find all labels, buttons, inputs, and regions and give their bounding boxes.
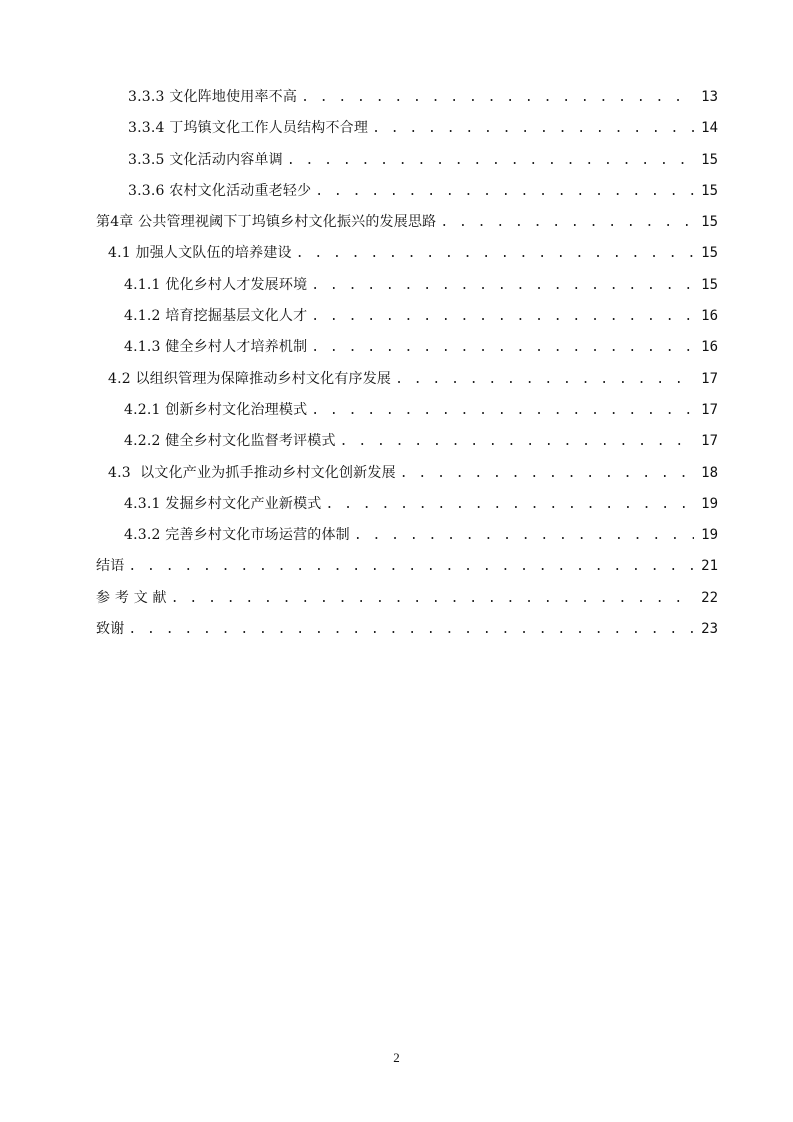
toc-entry-acknowledgements[interactable] <box>96 614 718 645</box>
toc-entry-title: 结语 <box>96 558 125 575</box>
toc-entry-4-1-1[interactable] <box>96 270 718 301</box>
table-of-contents <box>96 82 718 645</box>
dot-leader <box>287 145 694 176</box>
dot-leader <box>128 551 694 582</box>
dot-leader <box>354 520 694 551</box>
toc-entry-title: 4.3.2 完善乡村文化市场运营的体制 <box>124 527 350 544</box>
toc-entry-4-2-1[interactable] <box>96 395 718 426</box>
toc-entry-title: 4.1.1 优化乡村人才发展环境 <box>124 276 308 293</box>
toc-entry-page: 14 <box>701 120 718 137</box>
toc-entry-4-3-2[interactable] <box>96 520 718 551</box>
toc-entry-page: 13 <box>701 89 718 105</box>
toc-entry-4-2[interactable] <box>96 364 718 395</box>
toc-entry-references[interactable] <box>96 583 718 614</box>
dot-leader <box>440 207 694 238</box>
toc-entry-title: 4.1.3 健全乡村人才培养机制 <box>124 339 308 356</box>
toc-entry-title: 4.2.1 创新乡村文化治理模式 <box>124 401 308 418</box>
toc-entry-page: 17 <box>701 401 718 418</box>
dot-leader <box>128 614 694 645</box>
toc-entry-conclusion[interactable] <box>96 551 718 582</box>
toc-entry-title: 4.2.2 健全乡村文化监督考评模式 <box>124 433 336 450</box>
toc-entry-page: 16 <box>701 339 718 356</box>
toc-entry-3-3-3[interactable] <box>96 82 718 113</box>
toc-entry-title: 4.2 以组织管理为保障推动乡村文化有序发展 <box>108 370 392 387</box>
toc-entry-page: 16 <box>701 308 718 325</box>
dot-leader <box>296 238 694 269</box>
toc-entry-title: 3.3.3 文化阵地使用率不高 <box>128 89 298 105</box>
toc-entry-title: 4.1.2 培育挖掘基层文化人才 <box>124 308 308 325</box>
toc-entry-4-1-3[interactable] <box>96 332 718 363</box>
dot-leader <box>311 395 694 426</box>
toc-entry-page: 15 <box>701 214 718 231</box>
toc-entry-4-3-1[interactable] <box>96 489 718 520</box>
toc-entry-title: 3.3.4 丁坞镇文化工作人员结构不合理 <box>128 120 369 137</box>
dot-leader <box>301 82 694 113</box>
toc-entry-page: 19 <box>701 527 718 544</box>
dot-leader <box>325 489 694 520</box>
toc-entry-4-3[interactable] <box>96 458 718 489</box>
toc-entry-title: 4.3 以文化产业为抓手推动乡村文化创新发展 <box>108 464 396 481</box>
dot-leader <box>395 364 694 395</box>
toc-entry-page: 15 <box>701 276 718 293</box>
dot-leader <box>372 113 694 144</box>
toc-entry-page: 17 <box>701 370 718 387</box>
toc-entry-title: 致谢 <box>96 621 125 638</box>
toc-entry-title: 4.3.1 发掘乡村文化产业新模式 <box>124 495 322 512</box>
toc-entry-page: 19 <box>701 495 718 512</box>
toc-entry-chapter-4[interactable] <box>96 207 718 238</box>
toc-entry-page: 23 <box>701 621 718 638</box>
toc-entry-title: 4.1 加强人文队伍的培养建设 <box>108 245 292 262</box>
page-number: 2 <box>393 1050 400 1065</box>
dot-leader <box>311 301 694 332</box>
toc-entry-title: 参 考 文 献 <box>96 589 167 606</box>
toc-entry-4-2-2[interactable] <box>96 426 718 457</box>
toc-entry-3-3-4[interactable] <box>96 113 718 144</box>
dot-leader <box>315 176 694 207</box>
toc-entry-3-3-5[interactable] <box>96 145 718 176</box>
toc-entry-page: 21 <box>701 558 718 575</box>
dot-leader <box>311 332 694 363</box>
dot-leader <box>400 458 694 489</box>
toc-entry-page: 18 <box>701 464 718 481</box>
toc-entry-4-1-2[interactable] <box>96 301 718 332</box>
toc-entry-page: 15 <box>701 245 718 262</box>
toc-entry-title: 3.3.5 文化活动内容单调 <box>128 151 283 168</box>
toc-entry-title: 第4章 公共管理视阈下丁坞镇乡村文化振兴的发展思路 <box>96 214 437 231</box>
toc-entry-page: 17 <box>701 433 718 450</box>
dot-leader <box>171 583 694 614</box>
toc-entry-page: 22 <box>701 589 718 606</box>
toc-entry-title: 3.3.6 农村文化活动重老轻少 <box>128 182 312 199</box>
dot-leader <box>311 270 694 301</box>
toc-entry-page: 15 <box>701 182 718 199</box>
toc-entry-3-3-6[interactable] <box>96 176 718 207</box>
toc-entry-4-1[interactable] <box>96 238 718 269</box>
toc-entry-page: 15 <box>701 151 718 168</box>
dot-leader <box>340 426 694 457</box>
